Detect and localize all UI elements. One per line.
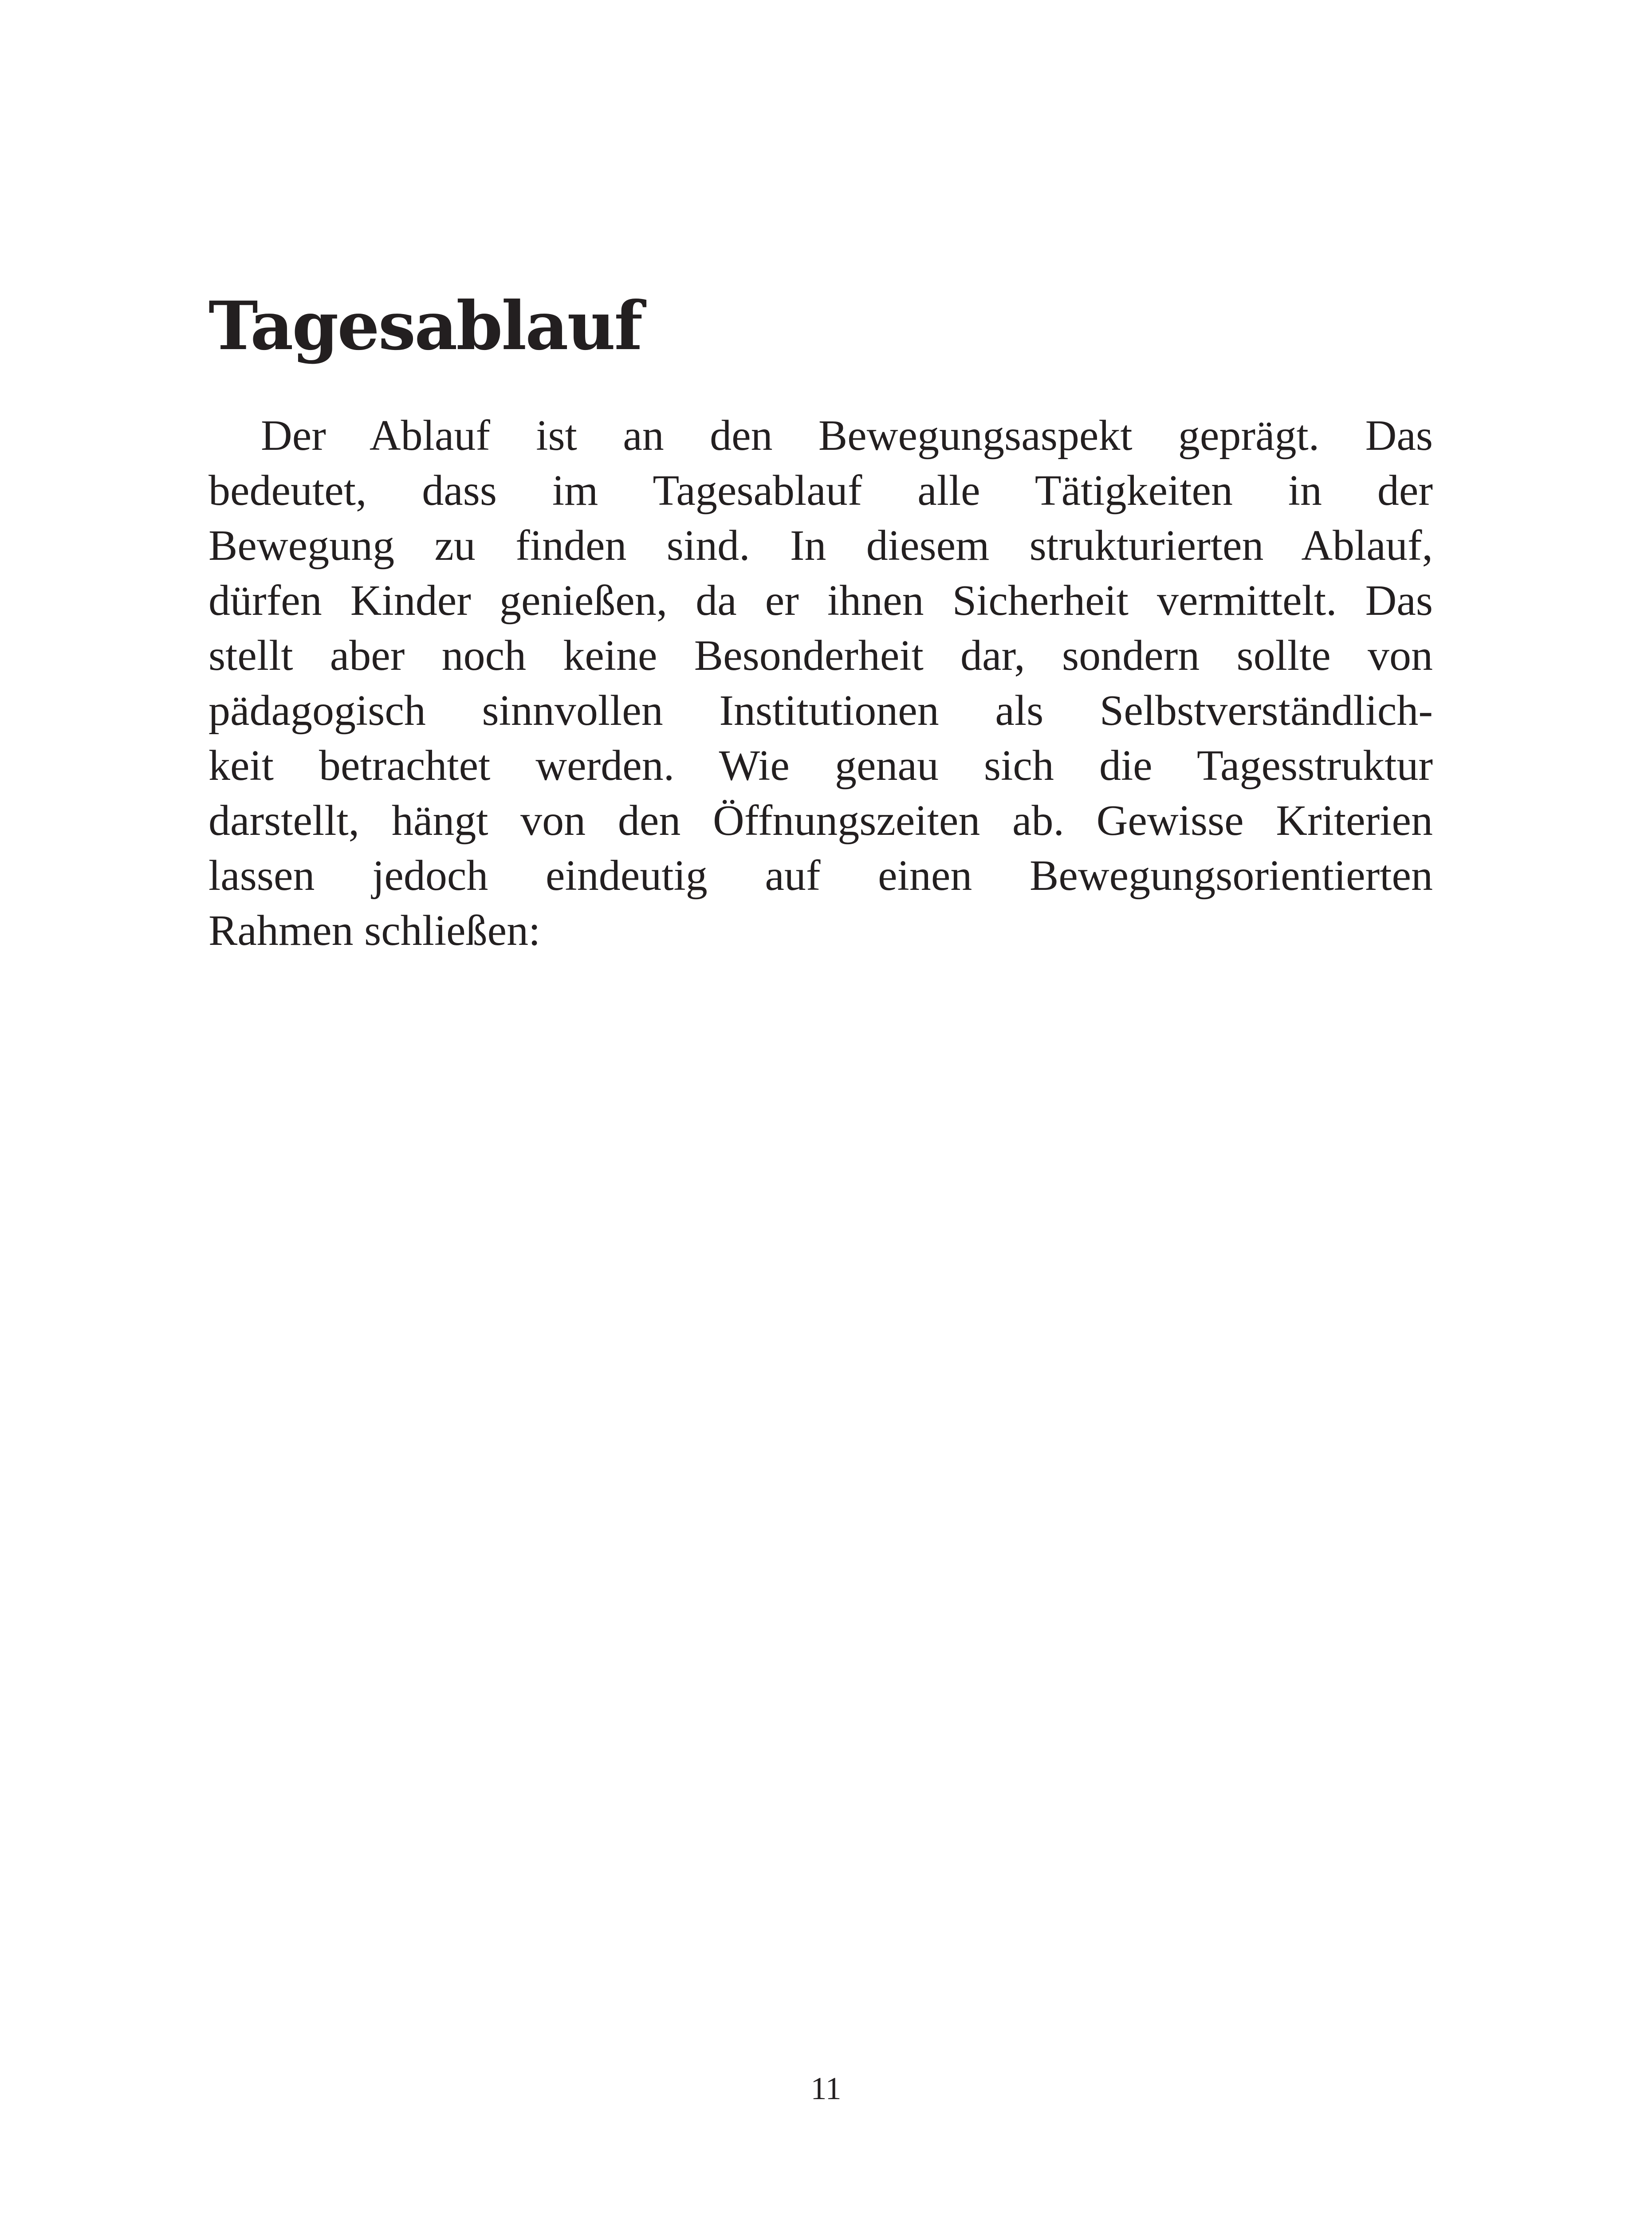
body-paragraph [208,408,1433,958]
paragraph-line: lassen jedoch eindeutig auf einen Bewegungsorientierten [208,852,1433,900]
section-heading: Tagesablauf [208,287,642,365]
paragraph-line: stellt aber noch keine Besonderheit dar, sondern sollte von [208,632,1433,680]
page-number: 11 [810,2071,842,2106]
paragraph-line: darstellt, hängt von den Öffnungszeiten ab. Gewisse Kriterien [208,797,1433,845]
paragraph-line: bedeutet, dass im Tagesablauf alle Tätigkeiten in der [208,467,1433,515]
paragraph-line: Der Ablauf ist an den Bewegungsaspekt geprägt. Das [261,412,1433,460]
paragraph-line: dürfen Kinder genießen, da er ihnen Sicherheit vermittelt. Das [208,577,1433,625]
paragraph-line: keit betrachtet werden. Wie genau sich die Tagesstruktur [208,742,1433,790]
paragraph-line: Rahmen schließen: [208,907,541,955]
paragraph-line: pädagogisch sinnvollen Institutionen als Selbstverständlich- [208,687,1433,735]
paragraph-line: Bewegung zu finden sind. In diesem strukturierten Ablauf, [208,522,1433,570]
